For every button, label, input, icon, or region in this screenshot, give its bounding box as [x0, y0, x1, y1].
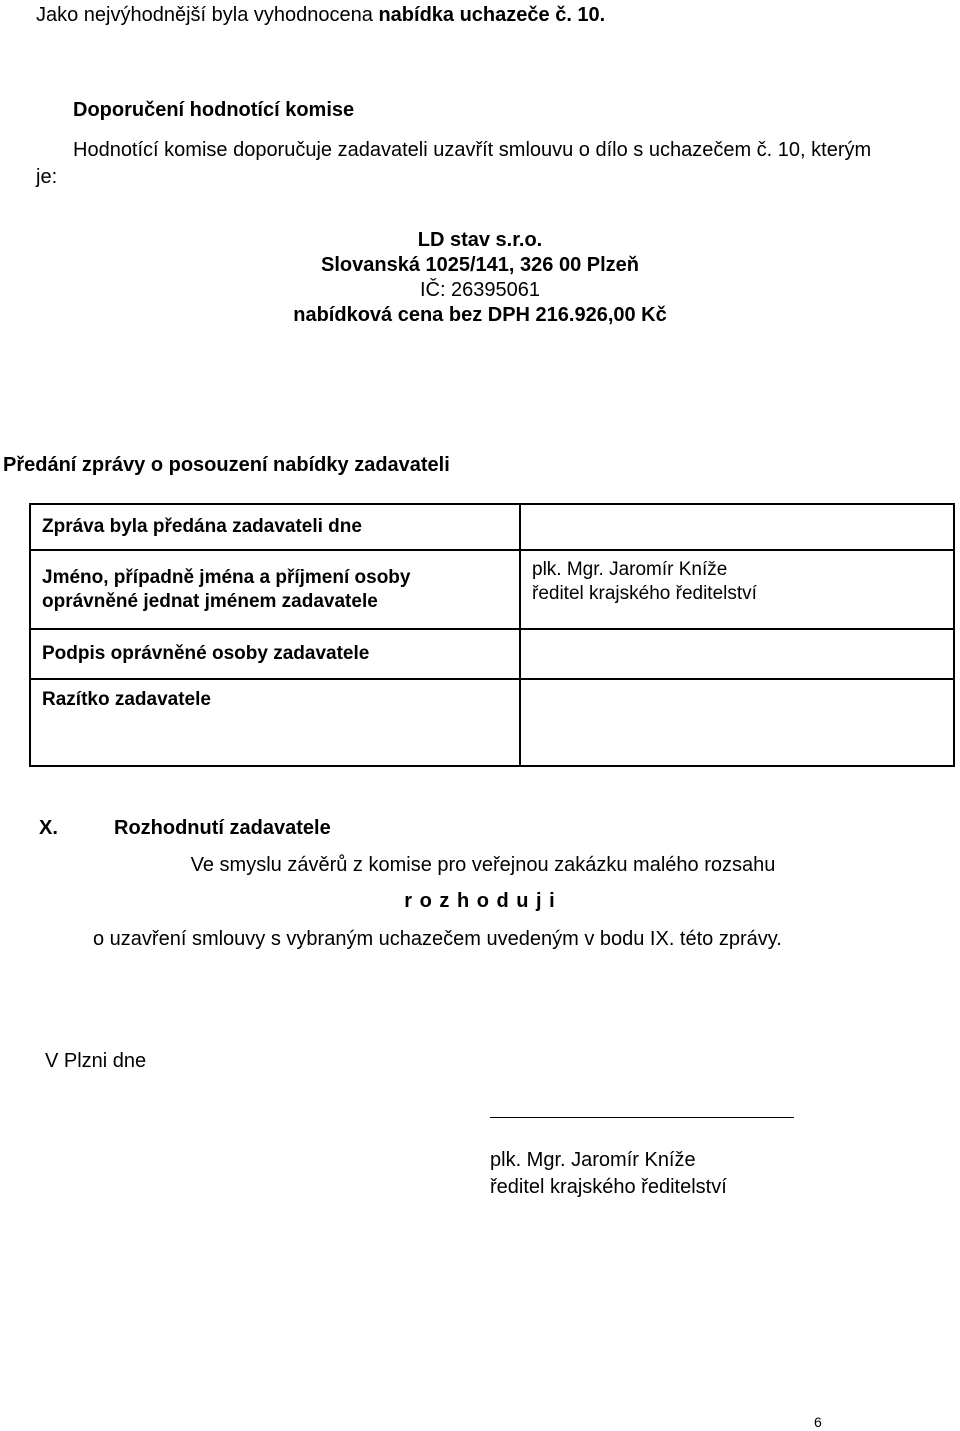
recommendation-text: Hodnotící komise doporučuje zadavateli uzavřít smlouvu o dílo s uchazečem č. 10, kterým — [73, 139, 872, 161]
intro-sentence — [36, 5, 605, 25]
authorized-person-name: plk. Mgr. Jaromír Kníže — [532, 559, 728, 580]
signature-cell — [520, 629, 954, 679]
decision-conclusion: o uzavření smlouvy s vybraným uchazečem uvedeným v bodu IX. této zprávy. — [93, 928, 782, 950]
recommendation-text-continuation: je: — [36, 166, 58, 188]
stamp-label: Razítko zadavatele — [30, 679, 520, 766]
table-row-signature — [30, 629, 954, 679]
decision-number: X. — [39, 817, 58, 839]
signatory-title: ředitel krajského ředitelství — [490, 1176, 727, 1198]
intro-emphasis: nabídka uchazeče č. 10. — [378, 4, 606, 26]
authorized-person-title: ředitel krajského ředitelství — [532, 582, 757, 604]
date-value-cell — [520, 504, 954, 550]
table-row-authorized-person — [30, 550, 954, 629]
authorized-person-label-line1: Jméno, případně jména a příjmení osoby — [42, 566, 411, 588]
handover-table — [29, 503, 955, 767]
winner-name: LD stav s.r.o. — [417, 229, 543, 251]
decision-text: Ve smyslu závěrů z komise pro veřejnou zakázku malého rozsahu — [190, 854, 776, 876]
table-row-stamp — [30, 679, 954, 766]
decision-verb: r o z h o d u j i — [404, 890, 556, 912]
authorized-person-label-line2: oprávněné jednat jménem zadavatele — [42, 590, 378, 612]
authorized-person-label — [30, 550, 520, 629]
signature-line — [490, 1117, 794, 1118]
authorized-person-value — [520, 550, 954, 629]
winner-price: nabídková cena bez DPH 216.926,00 Kč — [293, 304, 667, 326]
recommendation-heading: Doporučení hodnotící komise — [73, 99, 355, 121]
intro-text: Jako nejvýhodnější byla vyhodnocena — [36, 4, 379, 26]
decision-heading: Rozhodnutí zadavatele — [114, 817, 331, 839]
stamp-cell — [520, 679, 954, 766]
table-row-date — [30, 504, 954, 550]
winner-address: Slovanská 1025/141, 326 00 Plzeň — [321, 254, 639, 276]
signature-label: Podpis oprávněné osoby zadavatele — [30, 629, 520, 679]
transfer-heading: Předání zprávy o posouzení nabídky zadavateli — [3, 454, 450, 476]
date-label: Zpráva byla předána zadavateli dne — [30, 504, 520, 550]
winner-ico: IČ: 26395061 — [419, 279, 541, 301]
page-number: 6 — [814, 1414, 822, 1430]
place-date: V Plzni dne — [45, 1050, 147, 1072]
signatory-name: plk. Mgr. Jaromír Kníže — [490, 1149, 696, 1171]
